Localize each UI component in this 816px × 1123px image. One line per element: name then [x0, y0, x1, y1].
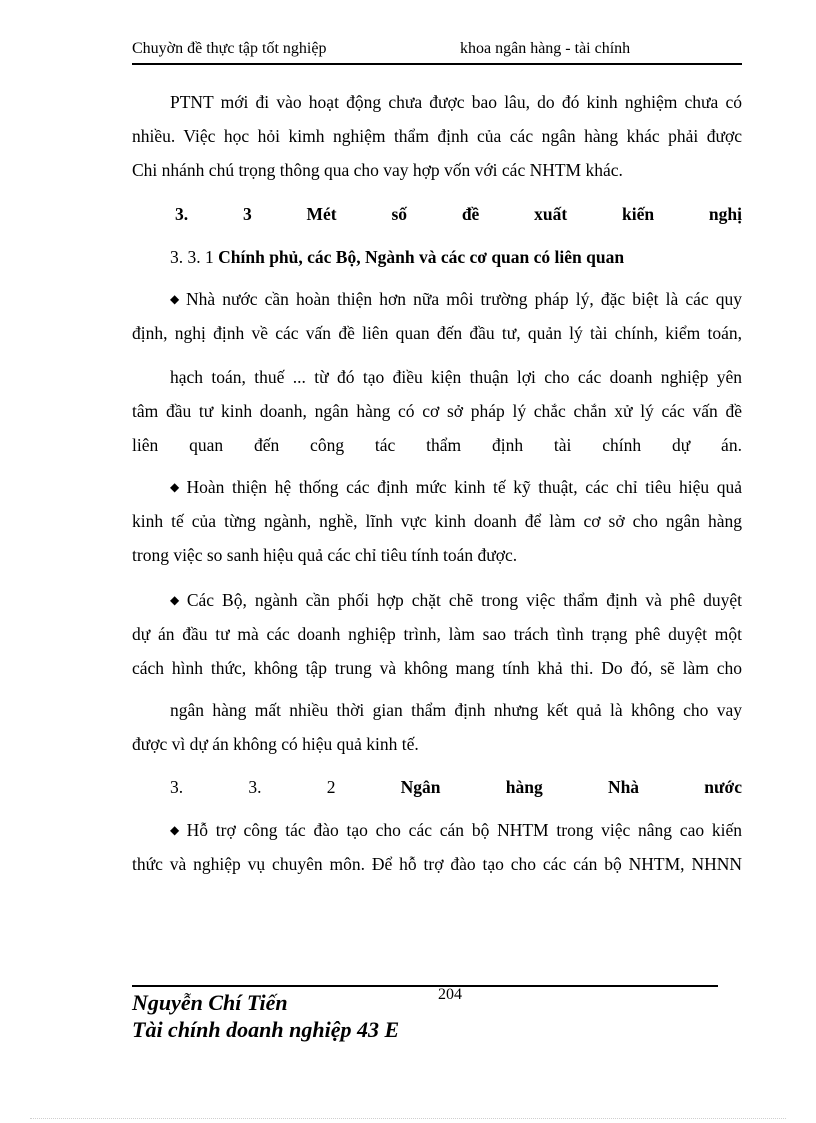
bullet-line	[170, 477, 742, 498]
diamond-bullet-icon: ◆	[170, 480, 183, 494]
heading-word: Mét	[306, 204, 337, 224]
heading-word: nghị	[708, 204, 742, 224]
heading-word: 3.	[248, 777, 262, 797]
section-heading-3-3-1	[170, 247, 742, 268]
heading-word: hàng	[505, 777, 543, 797]
section-heading-3-3	[175, 204, 742, 225]
bullet-line: thức và nghiệp vụ chuyên môn. Để hỗ trợ đào tạo cho các cán bộ NHTM, NHNN	[132, 854, 742, 874]
header-right: khoa ngân hàng - tài chính	[460, 40, 631, 57]
heading-word: kiến	[622, 204, 655, 224]
section-heading-3-3-2	[170, 777, 742, 798]
section-number: 3. 3. 1	[170, 247, 214, 267]
paragraph-line: nhiều. Việc học hỏi kimh nghiệm thẩm định của các ngân hàng khác phải được	[132, 126, 742, 146]
heading-word: 2	[326, 777, 336, 797]
diamond-bullet-icon: ◆	[170, 593, 183, 607]
diamond-bullet-icon: ◆	[170, 292, 182, 306]
bullet-line	[170, 590, 742, 611]
bullet-line: trong việc so sanh hiệu quả các chỉ tiêu tính toán được.	[132, 545, 518, 565]
paragraph-line: Chi nhánh chú trọng thông qua cho vay hợp vốn với các NHTM khác.	[132, 160, 623, 180]
diamond-bullet-icon: ◆	[170, 823, 183, 837]
bullet-line: kinh tế của từng ngành, nghề, lĩnh vực kinh doanh để làm cơ sở cho ngân hàng	[132, 511, 742, 531]
bullet-line: được vì dự án không có hiệu quả kinh tế.	[132, 734, 419, 754]
word: thẩm	[426, 435, 462, 455]
word: công	[310, 435, 345, 455]
bullet-text: Hỗ trợ công tác đào tạo cho các cán bộ NHTM trong việc nâng cao kiến	[186, 820, 742, 840]
bullet-line-spread	[132, 435, 742, 456]
department: Tài chính doanh nghiệp 43 E	[132, 1017, 400, 1042]
page-edge-divider	[30, 1118, 786, 1119]
bullet-text: Các Bộ, ngành cần phối hợp chặt chẽ trong việc thẩm định và phê duyệt	[186, 590, 742, 610]
word: chính	[602, 435, 642, 455]
bullet-line: hạch toán, thuế ... từ đó tạo điều kiện thuận lợi cho các doanh nghiệp yên	[170, 367, 742, 387]
word: quan	[189, 435, 224, 455]
bullet-line: ngân hàng mất nhiều thời gian thẩm định nhưng kết quả là không cho vay	[170, 700, 742, 720]
header-left: Chuyờn đề thực tập tốt nghiệp	[132, 40, 327, 57]
bullet-line: dự án đầu tư mà các doanh nghiệp trình, làm sao trách tình trạng phê duyệt một	[132, 624, 742, 644]
header-rule	[132, 63, 742, 65]
word: án.	[721, 435, 742, 455]
word: tài	[553, 435, 572, 455]
heading-word: 3.	[170, 777, 184, 797]
bullet-line: cách hình thức, không tập trung và không mang tính khả thi. Do đó, sẽ làm cho	[132, 658, 742, 678]
heading-word: 3.	[175, 204, 189, 224]
bullet-text: Hoàn thiện hệ thống các định mức kinh tế kỹ thuật, các chỉ tiêu hiệu quả	[186, 477, 743, 497]
heading-word: số	[391, 204, 407, 224]
bullet-line: định, nghị định về các vấn đề liên quan đến đầu tư, quản lý tài chính, kiểm toán,	[132, 323, 742, 343]
paragraph-line: PTNT mới đi vào hoạt động chưa được bao lâu, do đó kinh nghiệm chưa có	[170, 92, 742, 112]
bullet-line: tâm đầu tư kinh doanh, ngân hàng có cơ sở pháp lý chắc chắn xử lý các vấn đề	[132, 401, 742, 421]
author-name: Nguyễn Chí Tiến	[132, 990, 288, 1015]
heading-word: nước	[704, 777, 742, 797]
footer-rule	[132, 985, 718, 987]
page-number: 204	[438, 986, 462, 1003]
word: dự	[671, 435, 691, 455]
bullet-line	[170, 289, 742, 310]
heading-word: 3	[242, 204, 252, 224]
heading-word: Ngân	[400, 777, 441, 797]
section-title: Chính phủ, các Bộ, Ngành và các cơ quan có liên quan	[218, 247, 625, 267]
page-header	[132, 40, 742, 64]
heading-word: Nhà	[607, 777, 640, 797]
word: định	[491, 435, 524, 455]
word: liên	[132, 435, 159, 455]
word: đến	[253, 435, 280, 455]
word: tác	[374, 435, 396, 455]
bullet-text: Nhà nước cần hoàn thiện hơn nữa môi trường pháp lý, đặc biệt là các quy	[185, 289, 742, 309]
heading-word: đề	[461, 204, 480, 224]
heading-word: xuất	[534, 204, 568, 224]
bullet-line	[170, 820, 742, 841]
